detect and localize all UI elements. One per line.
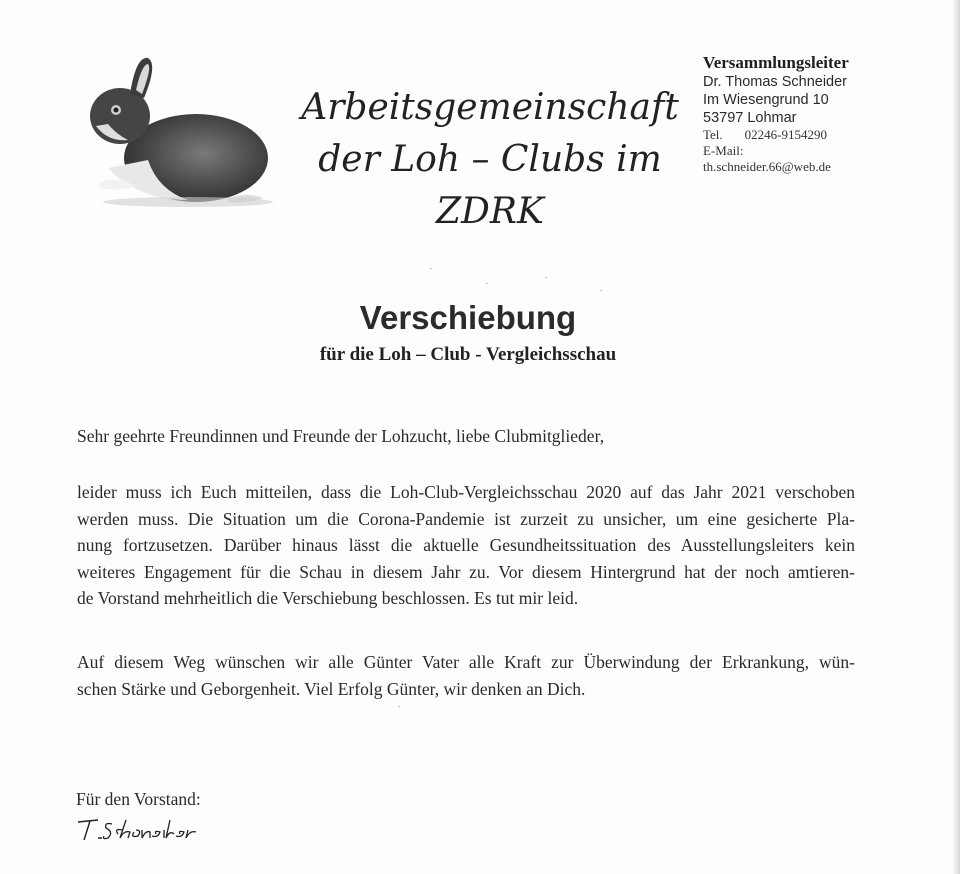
greeting-text: Sehr geehrte Freundinnen und Freunde der Lohzucht, liebe Clubmitglieder,: [77, 426, 605, 446]
paragraph-line: de Vorstand mehrheitlich die Verschiebung beschlossen. Es tut mir leid.: [77, 588, 579, 608]
body-paragraph-2: [77, 649, 855, 702]
handwritten-signature: [76, 812, 206, 844]
scan-speck: [600, 290, 602, 291]
page-subtitle: für die Loh – Club - Vergleichsschau: [319, 344, 617, 365]
paragraph-line: Auf diesem Weg wünschen wir alle Günter Vater alle Kraft zur Überwindung der Erkrankung, wün-: [77, 652, 855, 672]
contact-email: th.schneider.66@web.de: [703, 159, 831, 174]
contact-phone-number: 02246-9154290: [744, 127, 828, 142]
page-title: Verschiebung: [359, 299, 577, 336]
scan-speck: [430, 268, 432, 269]
paragraph-line: leider muss ich Euch mitteilen, dass die Loh-Club-Vergleichsschau 2020 auf das Jahr 2021 verschoben: [77, 482, 855, 502]
contact-city: 53797 Lohmar: [703, 110, 797, 126]
scan-speck: [486, 283, 488, 284]
scan-speck: [545, 277, 547, 278]
org-title-line1: Arbeitsgemeinschaft: [301, 87, 679, 128]
closing-text: Für den Vorstand:: [76, 789, 201, 809]
paragraph-line: nung fortzusetzen. Darüber hinaus lässt die aktuelle Gesundheitssituation des Ausstellungsleiters kein: [77, 535, 855, 555]
contact-phone-label: Tel.: [703, 127, 723, 142]
contact-block: [703, 52, 943, 175]
contact-email-label: E-Mail:: [703, 143, 744, 158]
scan-speck: [398, 706, 400, 707]
paragraph-line: werden muss. Die Situation um die Corona-Pandemie ist zurzeit zu unsicher, um eine gesicherte Pla-: [77, 508, 855, 529]
body-paragraph-1: [77, 479, 855, 612]
organization-title: [280, 82, 700, 238]
contact-street: Im Wiesengrund 10: [703, 92, 829, 108]
contact-heading: Versammlungsleiter: [703, 53, 849, 72]
rabbit-logo-image: [78, 50, 278, 210]
contact-name: Dr. Thomas Schneider: [703, 74, 847, 90]
contact-phone: [703, 127, 943, 143]
scan-edge-shadow: [952, 0, 960, 874]
paragraph-line: weiteres Engagement für die Schau in diesem Jahr zu. Vor diesem Hintergrund hat der noch amtieren-: [77, 561, 855, 582]
org-title-line2: der Loh – Clubs im ZDRK: [318, 139, 662, 232]
paragraph-line: schen Stärke und Geborgenheit. Viel Erfolg Günter, wir denken an Dich.: [77, 678, 586, 699]
